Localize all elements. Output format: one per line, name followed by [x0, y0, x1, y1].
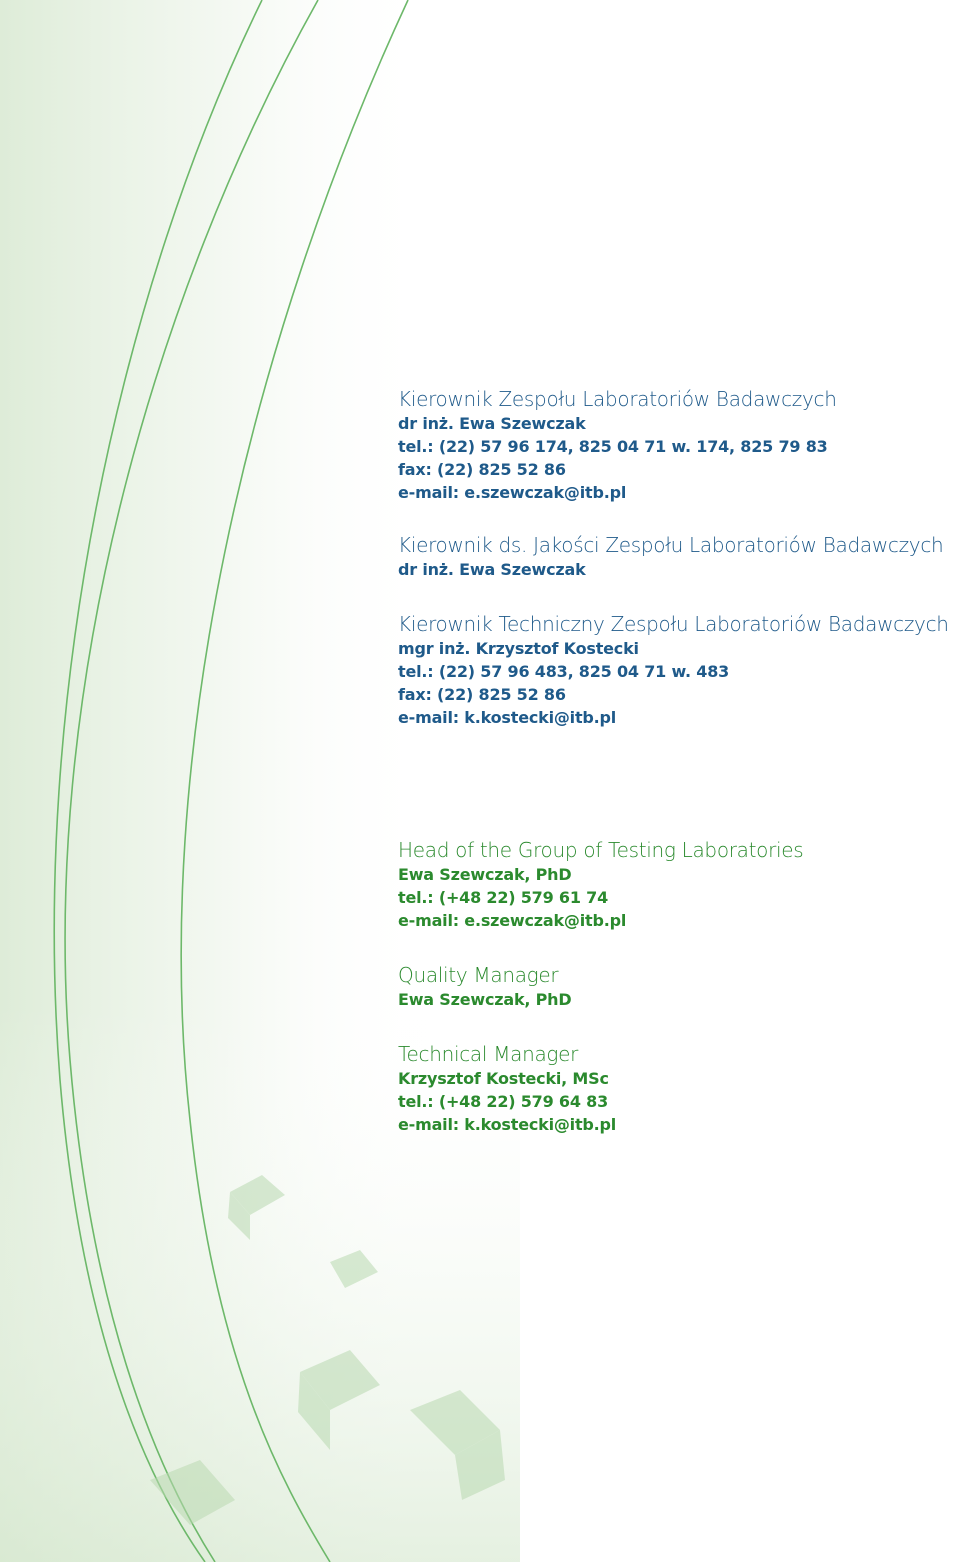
pl-quality-name: dr inż. Ewa Szewczak [398, 560, 586, 579]
pl-technical-email[interactable]: e-mail: k.kostecki@itb.pl [398, 708, 617, 727]
en-technical-name: Krzysztof Kostecki, MSc [398, 1069, 609, 1088]
en-technical-email[interactable]: e-mail: k.kostecki@itb.pl [398, 1115, 617, 1134]
en-technical-title: Technical Manager [398, 1042, 579, 1066]
en-technical-tel: tel.: (+48 22) 579 64 83 [398, 1092, 609, 1111]
en-head-block [398, 837, 958, 932]
pl-technical-fax: fax: (22) 825 52 86 [398, 685, 566, 704]
pl-technical-name: mgr inż. Krzysztof Kostecki [398, 639, 639, 658]
pl-quality-title: Kierownik ds. Jakości Zespołu Laboratoriów Badawczych [398, 533, 944, 557]
en-quality-name: Ewa Szewczak, PhD [398, 990, 572, 1009]
contact-content [398, 386, 958, 1136]
en-head-title: Head of the Group of Testing Laboratories [398, 838, 804, 862]
pl-technical-block [398, 611, 958, 729]
pl-head-block [398, 386, 958, 504]
pl-technical-tel: tel.: (22) 57 96 483, 825 04 71 w. 483 [398, 662, 730, 681]
en-head-email[interactable]: e-mail: e.szewczak@itb.pl [398, 911, 627, 930]
pl-quality-block [398, 532, 958, 581]
pl-head-email[interactable]: e-mail: e.szewczak@itb.pl [398, 483, 627, 502]
en-technical-block [398, 1041, 958, 1136]
pl-head-tel: tel.: (22) 57 96 174, 825 04 71 w. 174, 825 79 83 [398, 437, 828, 456]
en-quality-title: Quality Manager [398, 963, 559, 987]
pl-head-title: Kierownik Zespołu Laboratoriów Badawczych [398, 387, 837, 411]
pl-head-name: dr inż. Ewa Szewczak [398, 414, 586, 433]
en-quality-block [398, 962, 958, 1011]
en-head-name: Ewa Szewczak, PhD [398, 865, 572, 884]
en-head-tel: tel.: (+48 22) 579 61 74 [398, 888, 609, 907]
pl-technical-title: Kierownik Techniczny Zespołu Laboratoriów Badawczych [398, 612, 949, 636]
pl-head-fax: fax: (22) 825 52 86 [398, 460, 566, 479]
